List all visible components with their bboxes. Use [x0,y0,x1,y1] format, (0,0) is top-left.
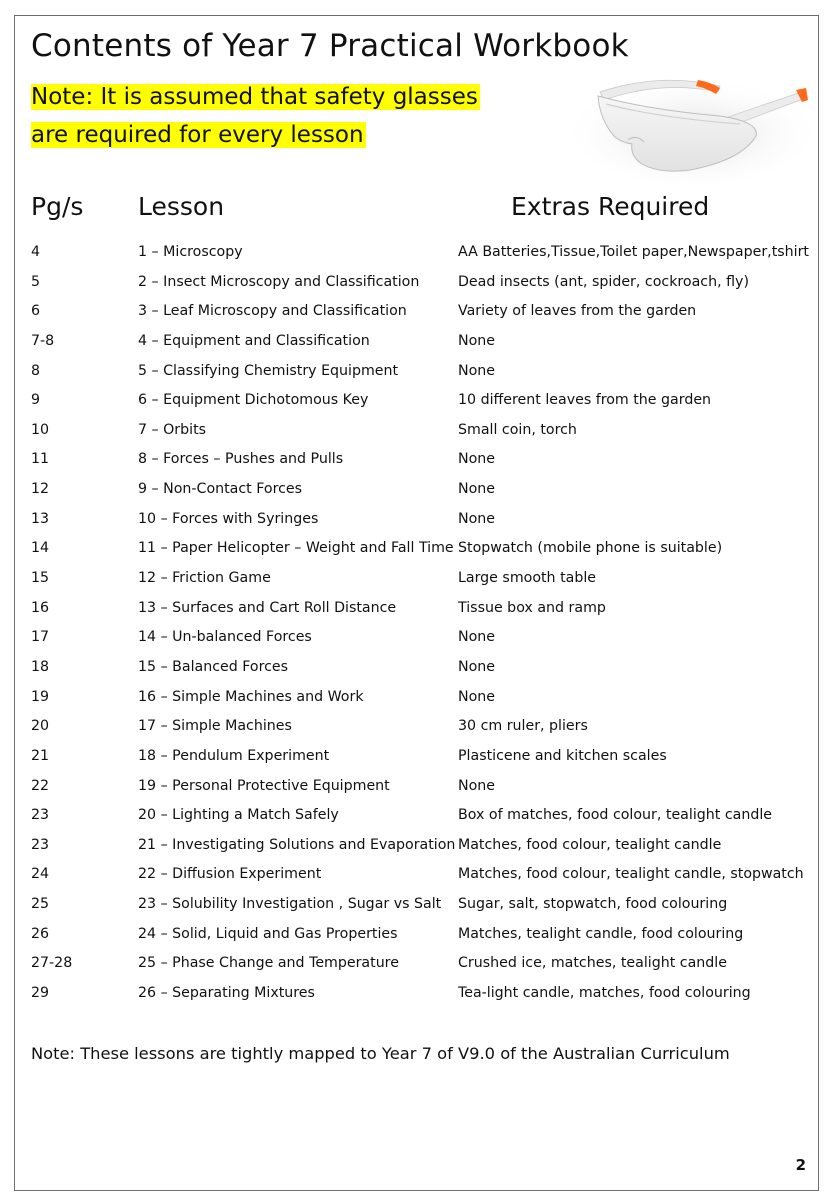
safety-note-line-1: Note: It is assumed that safety glasses [31,84,478,110]
table-row [15,568,818,598]
row-pages: 18 [31,658,50,675]
row-pages: 13 [31,510,50,527]
row-lesson: 3 – Leaf Microscopy and Classification [138,303,407,320]
row-lesson: 23 – Solubility Investigation , Sugar vs Salt [138,896,442,913]
table-row [15,242,818,272]
row-lesson: 20 – Lighting a Match Safely [138,807,339,824]
row-extras: None [458,688,496,705]
row-pages: 14 [31,540,50,557]
row-extras: Tissue box and ramp [458,599,606,616]
row-pages: 9 [31,392,41,409]
curriculum-note: Note: These lessons are tightly mapped to Year 7 of V9.0 of the Australian Curriculum [31,1044,730,1063]
row-pages: 21 [31,747,50,764]
row-lesson: 5 – Classifying Chemistry Equipment [138,362,399,379]
row-pages: 20 [31,718,50,735]
table-row [15,361,818,391]
row-lesson: 17 – Simple Machines [138,718,292,735]
table-row [15,331,818,361]
row-extras: None [458,481,496,498]
row-pages: 5 [31,273,41,290]
table-row [15,479,818,509]
row-extras: Tea-light candle, matches, food colouring [458,985,751,1002]
row-pages: 4 [31,244,41,260]
row-pages: 8 [31,362,41,379]
row-lesson: 18 – Pendulum Experiment [138,747,330,764]
row-extras: None [458,451,496,468]
row-pages: 24 [31,866,50,883]
table-row [15,864,818,894]
row-lesson: 22 – Diffusion Experiment [138,866,322,883]
row-extras: Matches, tealight candle, food colouring [458,925,744,942]
row-extras: Stopwatch (mobile phone is suitable) [458,540,723,557]
column-header-lesson: Lesson [138,192,225,221]
table-row [15,390,818,420]
row-lesson: 19 – Personal Protective Equipment [138,777,390,794]
row-extras: None [458,658,496,675]
row-pages: 15 [31,570,50,587]
row-lesson: 13 – Surfaces and Cart Roll Distance [138,599,397,616]
table-row [15,687,818,717]
row-extras: Large smooth table [458,570,596,587]
row-lesson: 11 – Paper Helicopter – Weight and Fall Time [138,540,454,557]
table-row [15,746,818,776]
row-lesson: 21 – Investigating Solutions and Evaporation [138,836,456,853]
row-pages: 17 [31,629,50,646]
row-pages: 26 [31,925,50,942]
row-lesson: 4 – Equipment and Classification [138,332,370,349]
table-row [15,805,818,835]
table-row [15,716,818,746]
row-lesson: 26 – Separating Mixtures [138,985,315,1002]
row-lesson: 14 – Un-balanced Forces [138,629,312,646]
table-row [15,657,818,687]
row-extras: Variety of leaves from the garden [458,303,697,320]
row-lesson: 9 – Non-Contact Forces [138,481,303,498]
row-pages: 25 [31,896,50,913]
row-pages: 22 [31,777,50,794]
row-extras: None [458,629,496,646]
table-row [15,301,818,331]
row-extras: Dead insects (ant, spider, cockroach, fly) [458,273,749,290]
row-pages: 7-8 [31,332,55,349]
table-row [15,953,818,983]
row-extras: None [458,777,496,794]
table-row [15,835,818,865]
contents-table [15,242,818,1013]
row-pages: 29 [31,985,50,1002]
table-row [15,272,818,302]
row-extras: None [458,510,496,527]
row-pages: 19 [31,688,50,705]
table-row [15,598,818,628]
table-row [15,538,818,568]
row-pages: 12 [31,481,50,498]
row-lesson: 25 – Phase Change and Temperature [138,955,399,972]
row-lesson: 16 – Simple Machines and Work [138,688,364,705]
table-row [15,776,818,806]
row-extras: Crushed ice, matches, tealight candle [458,955,727,972]
row-pages: 27-28 [31,955,73,972]
row-pages: 23 [31,836,50,853]
table-row [15,894,818,924]
row-pages: 11 [31,451,50,468]
row-lesson: 1 – Microscopy [138,244,243,260]
table-row [15,509,818,539]
row-pages: 6 [31,303,41,320]
row-extras: Box of matches, food colour, tealight candle [458,807,772,824]
row-lesson: 12 – Friction Game [138,570,271,587]
column-header-pages: Pg/s [31,192,84,221]
row-extras: None [458,362,496,379]
row-extras: Sugar, salt, stopwatch, food colouring [458,896,728,913]
page-number: 2 [795,1156,806,1174]
column-header-extras: Extras Required [511,192,710,221]
row-pages: 16 [31,599,50,616]
row-lesson: 2 – Insect Microscopy and Classification [138,273,420,290]
table-row [15,924,818,954]
row-extras: 30 cm ruler, pliers [458,718,588,735]
row-lesson: 8 – Forces – Pushes and Pulls [138,451,344,468]
safety-note-line-2: are required for every lesson [31,122,364,148]
row-lesson: 24 – Solid, Liquid and Gas Properties [138,925,398,942]
row-extras: AA Batteries,Tissue,Toilet paper,Newspaper,tshirt [458,244,809,260]
row-lesson: 7 – Orbits [138,421,207,438]
row-extras: 10 different leaves from the garden [458,392,712,409]
safety-glasses-image [570,64,815,184]
row-extras: None [458,332,496,349]
row-extras: Plasticene and kitchen scales [458,747,667,764]
table-row [15,449,818,479]
row-extras: Small coin, torch [458,421,577,438]
row-pages: 10 [31,421,50,438]
row-pages: 23 [31,807,50,824]
row-extras: Matches, food colour, tealight candle [458,836,722,853]
safety-glasses-note [31,78,480,154]
document-page [14,15,819,1191]
row-extras: Matches, food colour, tealight candle, stopwatch [458,866,804,883]
row-lesson: 6 – Equipment Dichotomous Key [138,392,369,409]
table-row [15,983,818,1013]
table-row [15,420,818,450]
row-lesson: 15 – Balanced Forces [138,658,289,675]
table-row [15,627,818,657]
row-lesson: 10 – Forces with Syringes [138,510,319,527]
page-title: Contents of Year 7 Practical Workbook [31,28,629,64]
